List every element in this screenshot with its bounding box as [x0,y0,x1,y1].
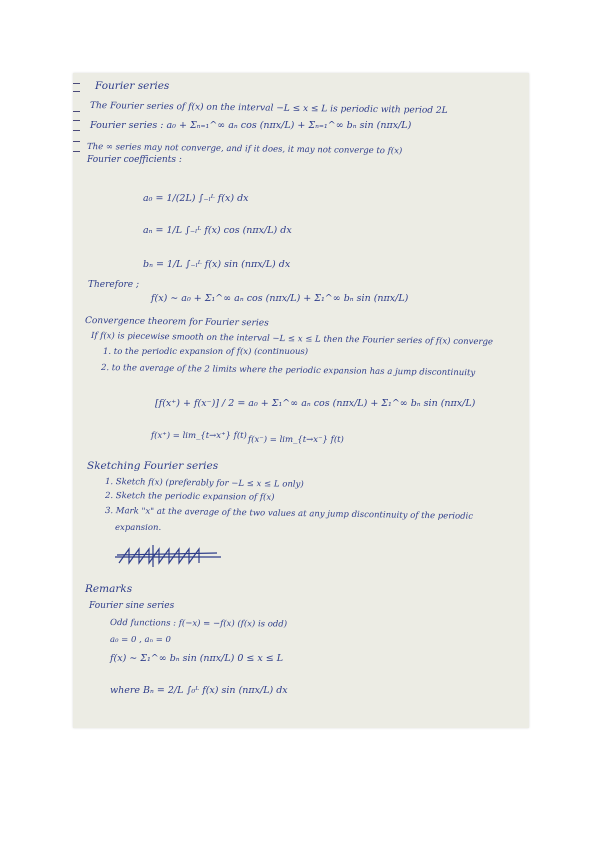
limit-plus: f(x⁺) = lim_{t→x⁺} f(t) [151,431,247,441]
notebook-page [73,73,529,728]
therefore-label: Therefore ; [88,280,140,290]
margin-mark [73,141,80,142]
limit-minus: f(x⁻) = lim_{t→x⁻} f(t) [248,435,344,445]
margin-mark [73,120,80,121]
sketching-item-2: 2. Sketch the periodic expansion of f(x) [104,491,275,503]
margin-mark [73,151,80,152]
bn-sine-formula: where Bₙ = 2/L ∫₀ᴸ f(x) sin (nπx/L) dx [110,685,288,696]
sketching-item-3-cont: expansion. [115,523,162,533]
intro-line: The Fourier series of f(x) on the interval −L ≤ x ≤ L is periodic with period 2L [89,101,448,116]
sketching-item-3: 3. Mark "x" at the average of the two values at any jump discontinuity of the periodic [104,506,474,522]
series-definition: Fourier series : a₀ + Σₙ₌₁^∞ aₙ cos (nπx/L) + Σₙ₌₁^∞ bₙ sin (nπx/L) [90,120,412,131]
margin-mark [73,83,80,84]
note-title: Fourier series [95,80,170,92]
an-formula: aₙ = 1/L ∫₋ₗᴸ f(x) cos (nπx/L) dx [143,225,292,236]
odd-function-line: Odd functions : f(−x) = −f(x) (f(x) is odd) [109,618,288,630]
remarks-heading: Remarks [85,583,133,595]
zero-coefficients: a₀ = 0 , aₙ = 0 [110,635,171,645]
margin-mark [73,111,80,112]
sine-series-heading: Fourier sine series [89,601,175,611]
bn-formula: bₙ = 1/L ∫₋ₗᴸ f(x) sin (nπx/L) dx [143,259,291,270]
average-equation: [f(x⁺) + f(x⁻)] / 2 = a₀ + Σ₁^∞ aₙ cos (nπx/L) + Σ₁^∞ bₙ sin (nπx/L) [155,398,476,409]
convergence-warning: The ∞ series may not converge, and if it does, it may not converge to f(x) [86,142,403,157]
margin-mark [73,91,80,92]
convergence-item-1: 1. to the periodic expansion of f(x) (continuous) [103,347,309,357]
coefficients-heading: Fourier coefficients : [87,155,182,165]
sketching-heading: Sketching Fourier series [87,460,219,472]
crossed-out-sketch [113,543,223,569]
sketching-item-1: 1. Sketch f(x) (preferably for −L ≤ x ≤ L only) [104,477,304,490]
a0-formula: a₀ = 1/(2L) ∫₋ₗᴸ f(x) dx [143,193,249,204]
convergence-heading: Convergence theorem for Fourier series [84,316,269,329]
sine-series-formula: f(x) ∼ Σ₁^∞ bₙ sin (nπx/L) 0 ≤ x ≤ L [110,653,284,664]
margin-mark [73,130,80,131]
convergence-item-2: 2. to the average of the 2 limits where the periodic expansion has a jump discontinuity [100,363,476,379]
therefore-equation: f(x) ∼ a₀ + Σ₁^∞ aₙ cos (nπx/L) + Σ₁^∞ bₙ sin (nπx/L) [151,293,409,304]
convergence-condition: If f(x) is piecewise smooth on the interval −L ≤ x ≤ L then the Fourier series of f(x) converge [90,331,494,348]
